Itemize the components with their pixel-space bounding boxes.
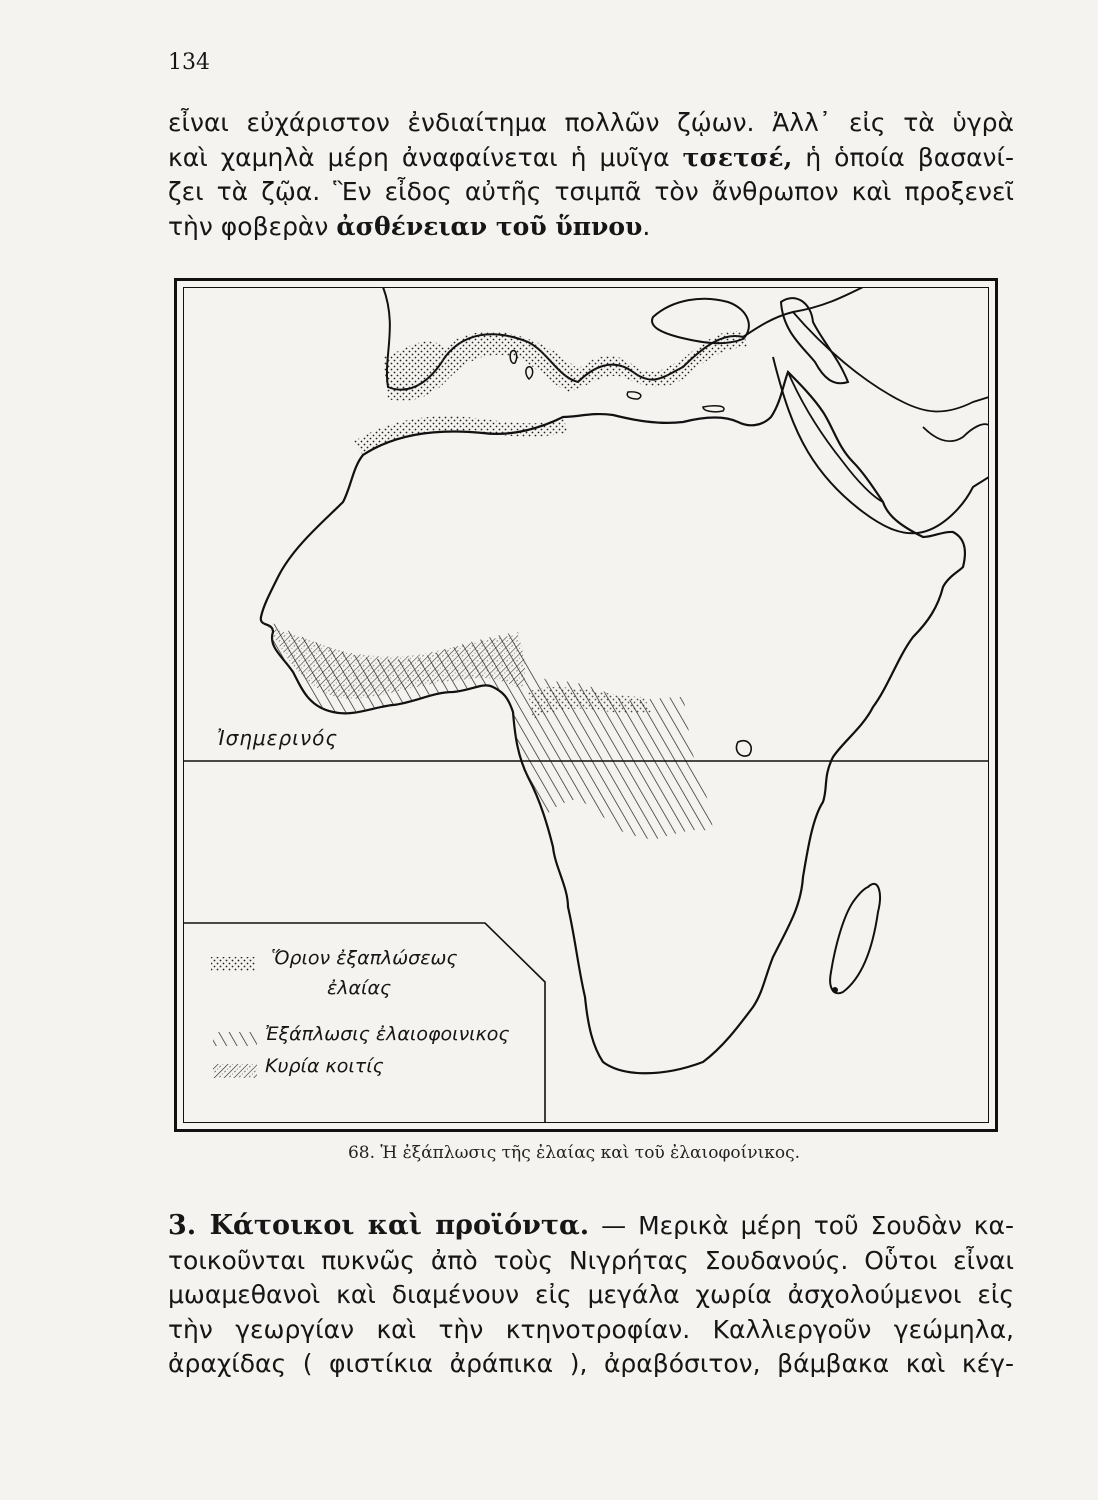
- olive-range-area: [383, 331, 748, 401]
- legend-swatch-dots: [211, 957, 255, 971]
- madagascar: [830, 884, 880, 993]
- arabia-coastline: [773, 357, 989, 533]
- lake-victoria: [736, 741, 751, 756]
- text-line: ζει τὰ ζῷα. Ἓν εἶδος αὐτῆς τσιμπᾶ τὸν ἄνθρωπον καὶ προξενεῖ: [168, 177, 1014, 206]
- legend-olive-label-1: Ὅριον ἐξαπλώσεως: [271, 947, 458, 969]
- equator-label: Ἰσημερινός: [217, 726, 339, 750]
- bottom-paragraph: [168, 1209, 1014, 1382]
- bold-term-sleeping-sickness: ἀσθένειαν τοῦ ὕπνου: [336, 211, 643, 241]
- text-line: τοικοῦνται πυκνῶς ἀπὸ τοὺς Νιγρήτας Σουδανούς. Οὗτοι εἶναι: [168, 1245, 1014, 1275]
- text-line: [168, 1209, 1014, 1244]
- caspian-sea: [781, 298, 848, 383]
- olive-range-area: [353, 416, 568, 455]
- section-heading: 3. Κάτοικοι καὶ προϊόντα.: [168, 1210, 590, 1241]
- text-line: [168, 141, 1014, 176]
- text-line: εἶναι εὐχάριστον ἐνδιαίτημα πολλῶν ζῴων. Ἀλλ᾿ εἰς τὰ ὑγρὰ: [168, 108, 1014, 137]
- africa-map: [183, 287, 989, 1123]
- text-fragment: — Μερικὰ μέρη τοῦ Σουδὰν κα-: [601, 1211, 1015, 1240]
- gulf-coast: [793, 312, 989, 411]
- persian-gulf: [923, 424, 989, 441]
- text-line: μωαμεθανοὶ καὶ διαμένουν εἰς μεγάλα χωρία ἀσχολούμενοι εἰς: [168, 1280, 1014, 1309]
- island-dot: [832, 987, 838, 993]
- text-fragment: ἡ ὁποία βασανί-: [805, 142, 1014, 172]
- island: [526, 367, 533, 379]
- island: [703, 406, 724, 412]
- map-figure: [174, 278, 998, 1132]
- bold-term-tsetse: τσετσέ,: [682, 142, 793, 172]
- top-paragraph: [168, 106, 1014, 244]
- figure-caption: 68. Ἡ ἐξάπλωσις τῆς ἐλαίας καὶ τοῦ ἐλαιοφοίνικος.: [347, 1143, 801, 1163]
- text-line: τὴν γεωργίαν καὶ τὴν κτηνοτροφίαν. Καλλιεργοῦν γεώμηλα,: [168, 1314, 1014, 1344]
- text-fragment: τὴν φοβερὰν: [168, 211, 329, 241]
- text-fragment: καὶ χαμηλὰ μέρη ἀναφαίνεται ἡ μυῖγα: [168, 142, 670, 172]
- legend-olive-label-2: ἐλαίας: [327, 977, 392, 999]
- legend-palm-label: Ἐξάπλωσις ἐλαιοφοινικος: [265, 1023, 510, 1045]
- legend-main-bed-label: Κυρία κοιτίς: [265, 1055, 384, 1077]
- text-line: [168, 210, 1014, 245]
- island: [627, 392, 641, 399]
- text-fragment: .: [642, 211, 651, 241]
- page-number: 134: [168, 50, 210, 75]
- legend-swatch-crosshatch: [213, 1064, 257, 1078]
- legend-swatch-hatch: [213, 1032, 257, 1046]
- text-line: ἀραχίδας ( φιστίκια ἀράπικα ), ἀραβόσιτον, βάμβακα καὶ κέγ-: [168, 1349, 1014, 1378]
